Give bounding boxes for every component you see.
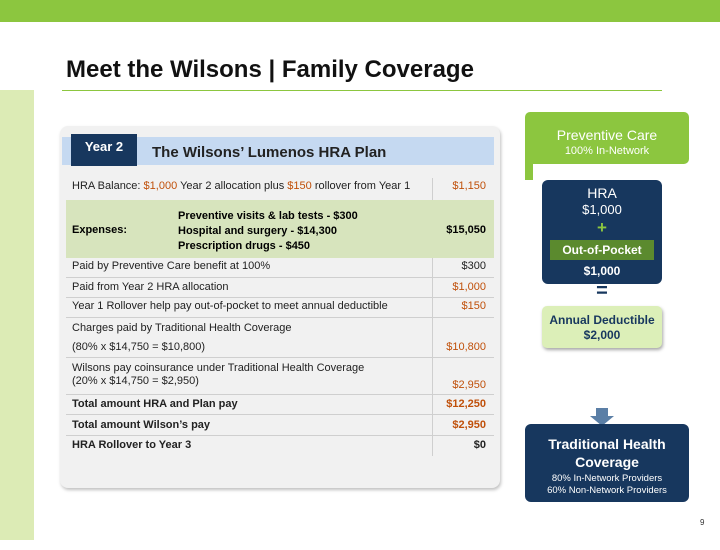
hra-alloc-amount: $1,000 (143, 180, 178, 192)
traditional-title-line1: Traditional Health (548, 436, 666, 452)
expenses-block (66, 200, 494, 258)
row-label-detail: (80% x $14,750 = $10,800) (72, 341, 206, 353)
row-separator (66, 435, 494, 436)
left-accent-band (0, 90, 34, 540)
preventive-title: Preventive Care (556, 127, 658, 143)
non-network-text: 60% Non-Network Providers (547, 485, 667, 496)
hra-rollover-amount: $150 (287, 180, 312, 192)
expense-item: Hospital and surgery - $14,300 (178, 225, 337, 237)
expenses-label: Expenses: (72, 224, 128, 236)
traditional-coverage-box (525, 424, 689, 502)
preventive-care-box (525, 112, 689, 164)
expenses-list (178, 209, 358, 254)
equals-sign: = (596, 280, 608, 302)
row-separator (66, 394, 494, 395)
row-label: Total amount Wilson’s pay (72, 419, 211, 431)
hra-balance-prefix: HRA Balance: (72, 180, 141, 192)
row-amount: $1,000 (452, 281, 486, 293)
row-amount: $10,800 (446, 341, 486, 353)
row-amount: $0 (473, 439, 486, 451)
hra-title: HRA (587, 185, 617, 201)
row-label: Year 1 Rollover help pay out-of-pocket to meet annual deductible (72, 300, 388, 312)
oop-label: Out-of-Pocket (550, 240, 654, 260)
row-separator (66, 414, 494, 415)
oop-amount: $1,000 (583, 264, 621, 278)
traditional-title-line2: Coverage (575, 454, 639, 470)
deductible-amount: $2,000 (583, 328, 621, 342)
row-separator (66, 317, 494, 318)
slide-title: Meet the Wilsons | Family Coverage (66, 56, 474, 83)
expenses-total: $15,050 (446, 224, 486, 236)
row-label: Wilsons pay coinsurance under Traditional Health Coverage (72, 362, 365, 374)
row-amount: $300 (461, 260, 486, 272)
in-network-text: 80% In-Network Providers (551, 473, 663, 484)
title-rule (62, 90, 662, 91)
row-amount: $150 (461, 300, 486, 312)
row-label: Paid by Preventive Care benefit at 100% (72, 260, 271, 272)
deductible-label: Annual Deductible (549, 313, 655, 327)
expense-item: Preventive visits & lab tests - $300 (178, 210, 358, 222)
row-label: Paid from Year 2 HRA allocation (72, 281, 229, 293)
top-accent-bar (0, 0, 720, 22)
hra-amount: $1,000 (582, 202, 622, 217)
hra-balance-label (72, 180, 410, 192)
row-label: Charges paid by Traditional Health Coverage (72, 322, 292, 334)
preventive-subtitle: 100% In-Network (564, 145, 650, 157)
hra-alloc-text: Year 2 allocation plus (180, 180, 285, 192)
row-separator (66, 277, 494, 278)
plus-sign: + (597, 218, 607, 237)
row-amount: $2,950 (452, 379, 486, 391)
row-label: HRA Rollover to Year 3 (72, 439, 192, 451)
hra-box (542, 180, 662, 284)
year-tab: Year 2 (71, 134, 137, 166)
row-separator (66, 357, 494, 358)
hra-rollover-text: rollover from Year 1 (314, 180, 411, 192)
row-separator (66, 297, 494, 298)
expense-item: Prescription drugs - $450 (178, 240, 311, 252)
row-amount: $12,250 (446, 398, 486, 410)
plan-title: The Wilsons’ Lumenos HRA Plan (152, 144, 387, 161)
row-label: Total amount HRA and Plan pay (72, 398, 238, 410)
row-label-detail: (20% x $14,750 = $2,950) (72, 375, 199, 387)
page-number: 9 (700, 518, 705, 527)
down-arrow-icon (596, 408, 608, 416)
hra-balance-total: $1,150 (452, 180, 486, 192)
row-amount: $2,950 (452, 419, 486, 431)
deductible-box (542, 306, 662, 348)
